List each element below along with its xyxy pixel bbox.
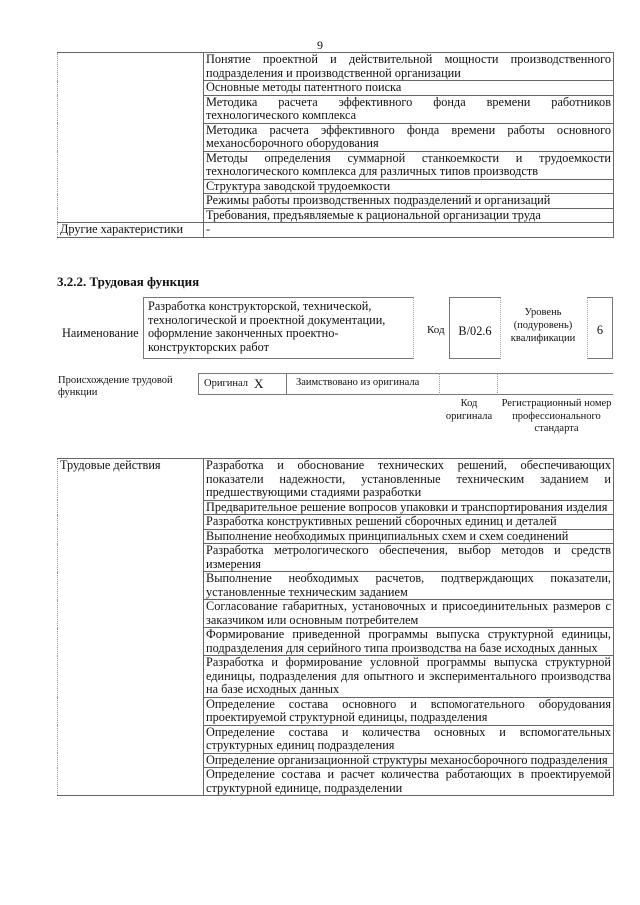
origin-divider bbox=[497, 373, 498, 395]
page-number: 9 bbox=[317, 38, 323, 52]
table-row: Методика расчета эффективного фонда времени работы основного механосборочного оборудования bbox=[204, 123, 614, 151]
table-row: Определение состава и количества основных и вспомогательных структурных единиц подразделения bbox=[204, 725, 614, 753]
origin-borrowed-label: Заимствовано из оригинала bbox=[296, 377, 420, 388]
section-title: 3.2.2. Трудовая функция bbox=[57, 274, 200, 289]
name-label: Наименование bbox=[62, 326, 139, 340]
table-row: Предварительное решение вопросов упаковки и транспортирования изделия bbox=[204, 500, 614, 515]
table-row: Формирование приведенной программы выпуска структурной единицы, подразделения для серийного типа производства на базе исходных данных bbox=[204, 628, 614, 656]
labor-actions-table bbox=[57, 458, 614, 796]
table-row: Разработка конструктивных решений сборочных единиц и деталей bbox=[204, 515, 614, 530]
code-label: Код bbox=[427, 324, 445, 336]
table-row: Выполнение необходимых расчетов, подтверждающих показатели, установленные техническим заданием bbox=[204, 572, 614, 600]
table-row: Требования, предъявляемые к рациональной организации труда bbox=[204, 208, 614, 223]
other-characteristics-label: Другие характеристики bbox=[58, 223, 204, 238]
table-row: Режимы работы производственных подразделений и организаций bbox=[204, 194, 614, 209]
knowledge-table bbox=[57, 52, 614, 238]
empty-label-cell bbox=[58, 53, 204, 223]
level-value: 6 bbox=[587, 297, 613, 359]
caption-code-original: Код оригинала bbox=[445, 398, 493, 422]
origin-label: Происхождение трудовой функции bbox=[58, 375, 173, 398]
function-code-value: B/02.6 bbox=[449, 297, 501, 359]
other-characteristics-value: - bbox=[204, 223, 614, 238]
table-row: Разработка метрологического обеспечения, выбор методов и средств измерения bbox=[204, 544, 614, 572]
level-label: Уровень (подуровень) квалификации bbox=[510, 307, 576, 344]
table-row: Определение состава и расчет количества работающих в проектируемой структурной единице, подразделении bbox=[204, 768, 614, 796]
origin-divider bbox=[439, 373, 440, 395]
table-row: Выполнение необходимых принципиальных схем и схем соединений bbox=[204, 529, 614, 544]
origin-divider bbox=[286, 373, 287, 395]
table-row: Разработка и обоснование технических решений, обеспечивающих показатели надежности, установленные техническим заданием и предшествующими стадиями разработки bbox=[204, 459, 614, 501]
table-row: Определение организационной структуры механосборочного подразделения bbox=[204, 753, 614, 768]
labor-actions-label: Трудовые действия bbox=[58, 459, 204, 796]
origin-original-label: Оригинал bbox=[204, 378, 248, 389]
table-row: Понятие проектной и действительной мощности производственного подразделения и производственной организации bbox=[204, 53, 614, 81]
table-row: Согласование габаритных, установочных и присоединительных размеров с заказчиком или основным потребителем bbox=[204, 600, 614, 628]
table-row: Разработка и формирование условной программы выпуска структурной единицы, подразделения для опытного и экспериментального производства на базе исходных данных bbox=[204, 656, 614, 698]
table-row: Определение состава основного и вспомогательного оборудования проектируемой структурной единицы, подразделения bbox=[204, 697, 614, 725]
table-row: Структура заводской трудоемкости bbox=[204, 179, 614, 194]
table-row: Методы определения суммарной станкоемкости и трудоемкости технологического комплекса для различных типов производств bbox=[204, 151, 614, 179]
caption-registration-number: Регистрационный номер профессионального стандарта bbox=[501, 398, 612, 434]
table-row: Основные методы патентного поиска bbox=[204, 81, 614, 96]
function-name-value: Разработка конструкторской, технической, технологической и проектной документации, оформление законченных проектно-конструкторских работ bbox=[143, 297, 414, 359]
origin-mark: X bbox=[254, 376, 264, 391]
table-row: Методика расчета эффективного фонда времени работников технологического комплекса bbox=[204, 95, 614, 123]
